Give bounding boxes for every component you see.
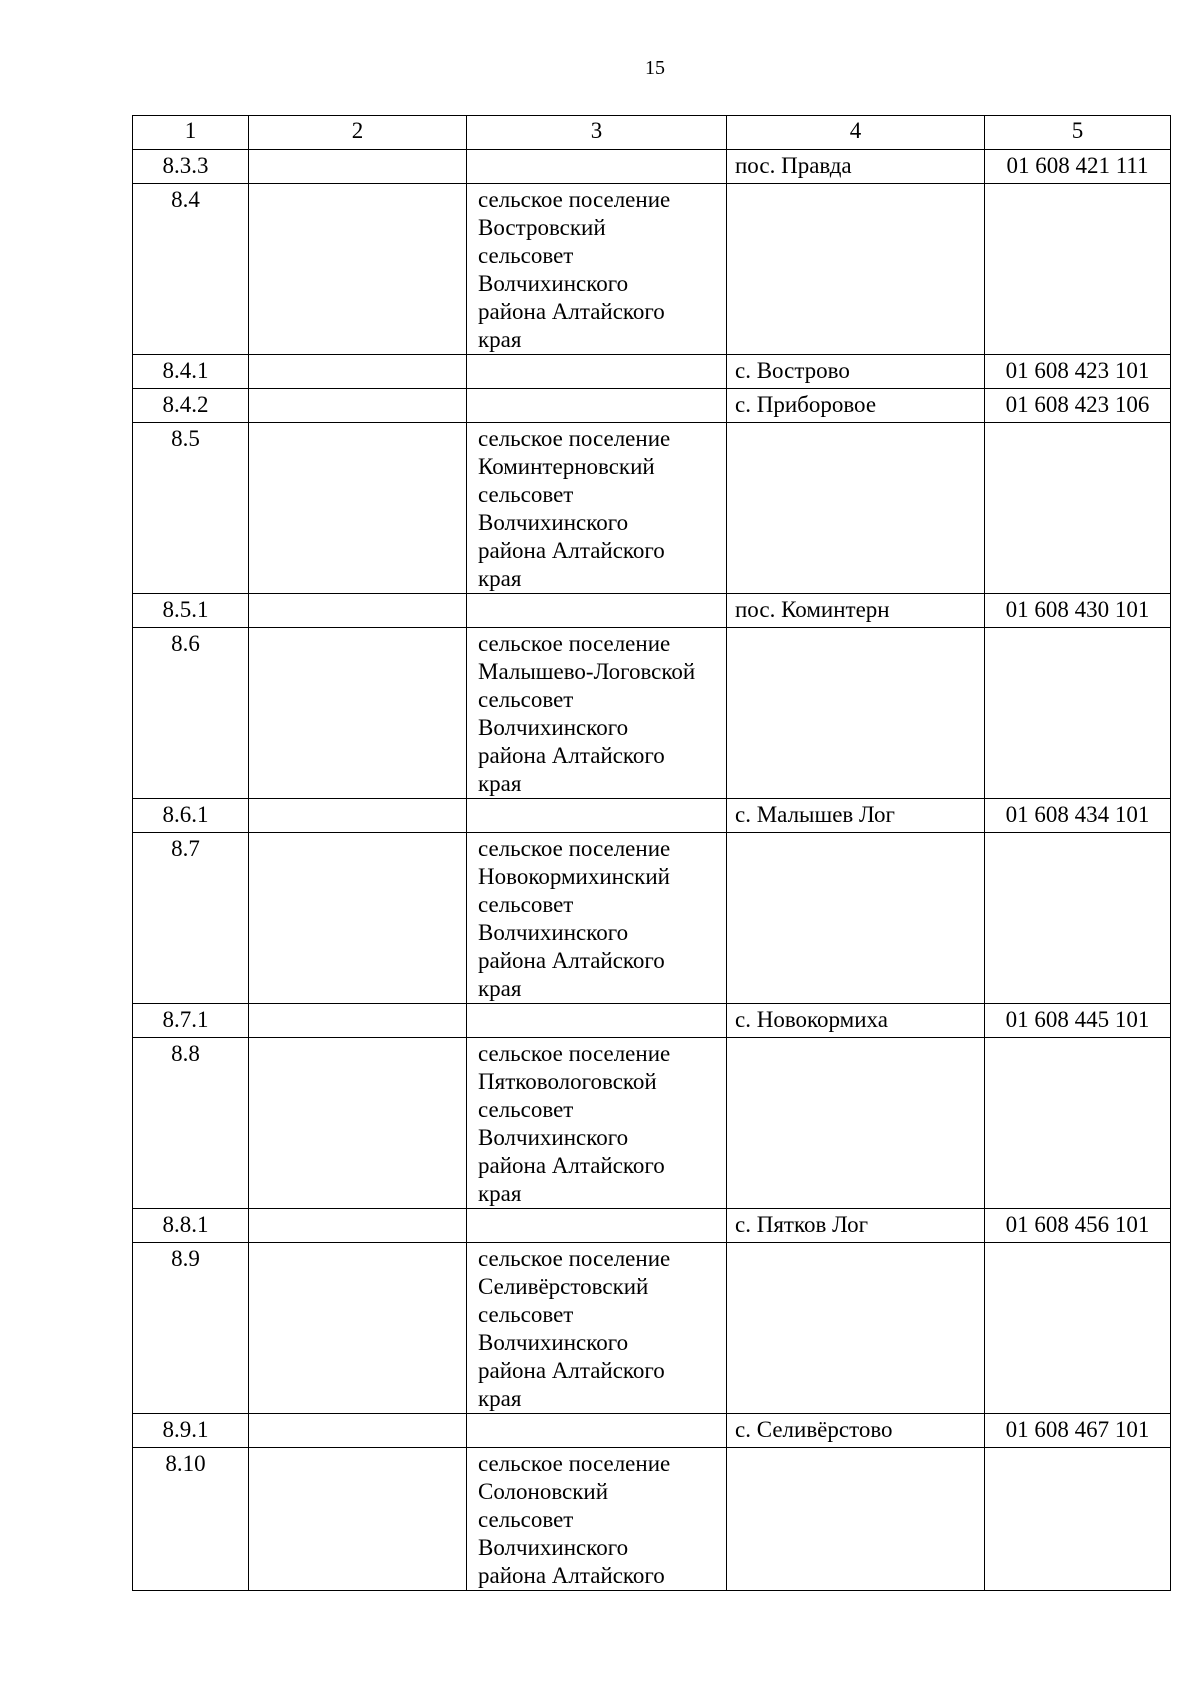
row-number-cell: 8.7.1 xyxy=(133,1004,249,1038)
settlement-cell: с. Пятков Лог xyxy=(727,1209,985,1243)
row-number-cell: 8.9 xyxy=(133,1243,249,1414)
table-row xyxy=(133,184,1171,355)
table-row xyxy=(133,833,1171,1004)
municipality-cell xyxy=(467,1414,727,1448)
oktmo-code-cell: 01 608 445 101 xyxy=(985,1004,1171,1038)
column-2-cell xyxy=(249,1038,467,1209)
settlement-cell xyxy=(727,1448,985,1591)
column-2-cell xyxy=(249,1414,467,1448)
table-header-row xyxy=(133,116,1171,150)
column-2-cell xyxy=(249,1004,467,1038)
municipality-cell xyxy=(467,150,727,184)
settlement-cell xyxy=(727,1038,985,1209)
column-header-5: 5 xyxy=(985,116,1171,150)
oktmo-code-cell: 01 608 467 101 xyxy=(985,1414,1171,1448)
oktmo-code-cell: 01 608 430 101 xyxy=(985,594,1171,628)
row-number-cell: 8.7 xyxy=(133,833,249,1004)
table-row xyxy=(133,1243,1171,1414)
municipality-cell: сельское поселение Востровский сельсовет Волчихинского района Алтайского края xyxy=(467,184,727,355)
column-2-cell xyxy=(249,423,467,594)
settlement-cell xyxy=(727,423,985,594)
column-2-cell xyxy=(249,628,467,799)
municipality-cell: сельское поселение Пятковологовской сельсовет Волчихинского района Алтайского края xyxy=(467,1038,727,1209)
column-header-3: 3 xyxy=(467,116,727,150)
table-row xyxy=(133,799,1171,833)
table-row xyxy=(133,389,1171,423)
settlement-cell xyxy=(727,184,985,355)
column-2-cell xyxy=(249,150,467,184)
table-row xyxy=(133,423,1171,594)
municipality-cell: сельское поселение Новокормихинский сельсовет Волчихинского района Алтайского края xyxy=(467,833,727,1004)
row-number-cell: 8.3.3 xyxy=(133,150,249,184)
table-row xyxy=(133,150,1171,184)
table-row xyxy=(133,1448,1171,1591)
oktmo-code-cell: 01 608 423 106 xyxy=(985,389,1171,423)
settlement-cell xyxy=(727,1243,985,1414)
oktmo-code-cell: 01 608 456 101 xyxy=(985,1209,1171,1243)
oktmo-code-cell xyxy=(985,1038,1171,1209)
column-2-cell xyxy=(249,1209,467,1243)
settlement-cell: с. Малышев Лог xyxy=(727,799,985,833)
municipality-cell xyxy=(467,594,727,628)
row-number-cell: 8.8.1 xyxy=(133,1209,249,1243)
table-row xyxy=(133,355,1171,389)
table-row xyxy=(133,628,1171,799)
table-row xyxy=(133,1004,1171,1038)
column-2-cell xyxy=(249,833,467,1004)
settlement-cell: пос. Коминтерн xyxy=(727,594,985,628)
settlement-cell: с. Приборовое xyxy=(727,389,985,423)
oktmo-code-cell: 01 608 423 101 xyxy=(985,355,1171,389)
row-number-cell: 8.6.1 xyxy=(133,799,249,833)
table-row xyxy=(133,594,1171,628)
column-header-1: 1 xyxy=(133,116,249,150)
municipality-cell: сельское поселение Солоновский сельсовет Волчихинского района Алтайского xyxy=(467,1448,727,1591)
row-number-cell: 8.4.1 xyxy=(133,355,249,389)
oktmo-code-cell: 01 608 434 101 xyxy=(985,799,1171,833)
column-2-cell xyxy=(249,1243,467,1414)
column-2-cell xyxy=(249,355,467,389)
table-row xyxy=(133,1209,1171,1243)
row-number-cell: 8.4.2 xyxy=(133,389,249,423)
row-number-cell: 8.6 xyxy=(133,628,249,799)
oktmo-code-cell: 01 608 421 111 xyxy=(985,150,1171,184)
municipality-cell xyxy=(467,389,727,423)
row-number-cell: 8.5 xyxy=(133,423,249,594)
settlement-cell xyxy=(727,833,985,1004)
settlement-cell: с. Селивёрстово xyxy=(727,1414,985,1448)
table-row xyxy=(133,1414,1171,1448)
oktmo-code-cell xyxy=(985,1448,1171,1591)
column-header-4: 4 xyxy=(727,116,985,150)
municipality-cell: сельское поселение Коминтерновский сельсовет Волчихинского района Алтайского края xyxy=(467,423,727,594)
municipality-cell xyxy=(467,799,727,833)
row-number-cell: 8.10 xyxy=(133,1448,249,1591)
column-2-cell xyxy=(249,1448,467,1591)
row-number-cell: 8.8 xyxy=(133,1038,249,1209)
settlement-cell: с. Новокормиха xyxy=(727,1004,985,1038)
table-body xyxy=(133,150,1171,1591)
page-number: 15 xyxy=(645,57,665,79)
row-number-cell: 8.9.1 xyxy=(133,1414,249,1448)
settlement-cell: пос. Правда xyxy=(727,150,985,184)
table-row xyxy=(133,1038,1171,1209)
settlements-table xyxy=(132,115,1171,1591)
column-2-cell xyxy=(249,389,467,423)
column-2-cell xyxy=(249,799,467,833)
row-number-cell: 8.4 xyxy=(133,184,249,355)
settlement-cell: с. Вострово xyxy=(727,355,985,389)
row-number-cell: 8.5.1 xyxy=(133,594,249,628)
municipality-cell: сельское поселение Селивёрстовский сельсовет Волчихинского района Алтайского края xyxy=(467,1243,727,1414)
oktmo-code-cell xyxy=(985,628,1171,799)
oktmo-code-cell xyxy=(985,833,1171,1004)
municipality-cell xyxy=(467,1209,727,1243)
settlement-cell xyxy=(727,628,985,799)
oktmo-code-cell xyxy=(985,423,1171,594)
column-header-2: 2 xyxy=(249,116,467,150)
column-2-cell xyxy=(249,594,467,628)
municipality-cell xyxy=(467,1004,727,1038)
municipality-cell xyxy=(467,355,727,389)
column-2-cell xyxy=(249,184,467,355)
oktmo-code-cell xyxy=(985,1243,1171,1414)
oktmo-code-cell xyxy=(985,184,1171,355)
municipality-cell: сельское поселение Малышево-Логовской сельсовет Волчихинского района Алтайского края xyxy=(467,628,727,799)
